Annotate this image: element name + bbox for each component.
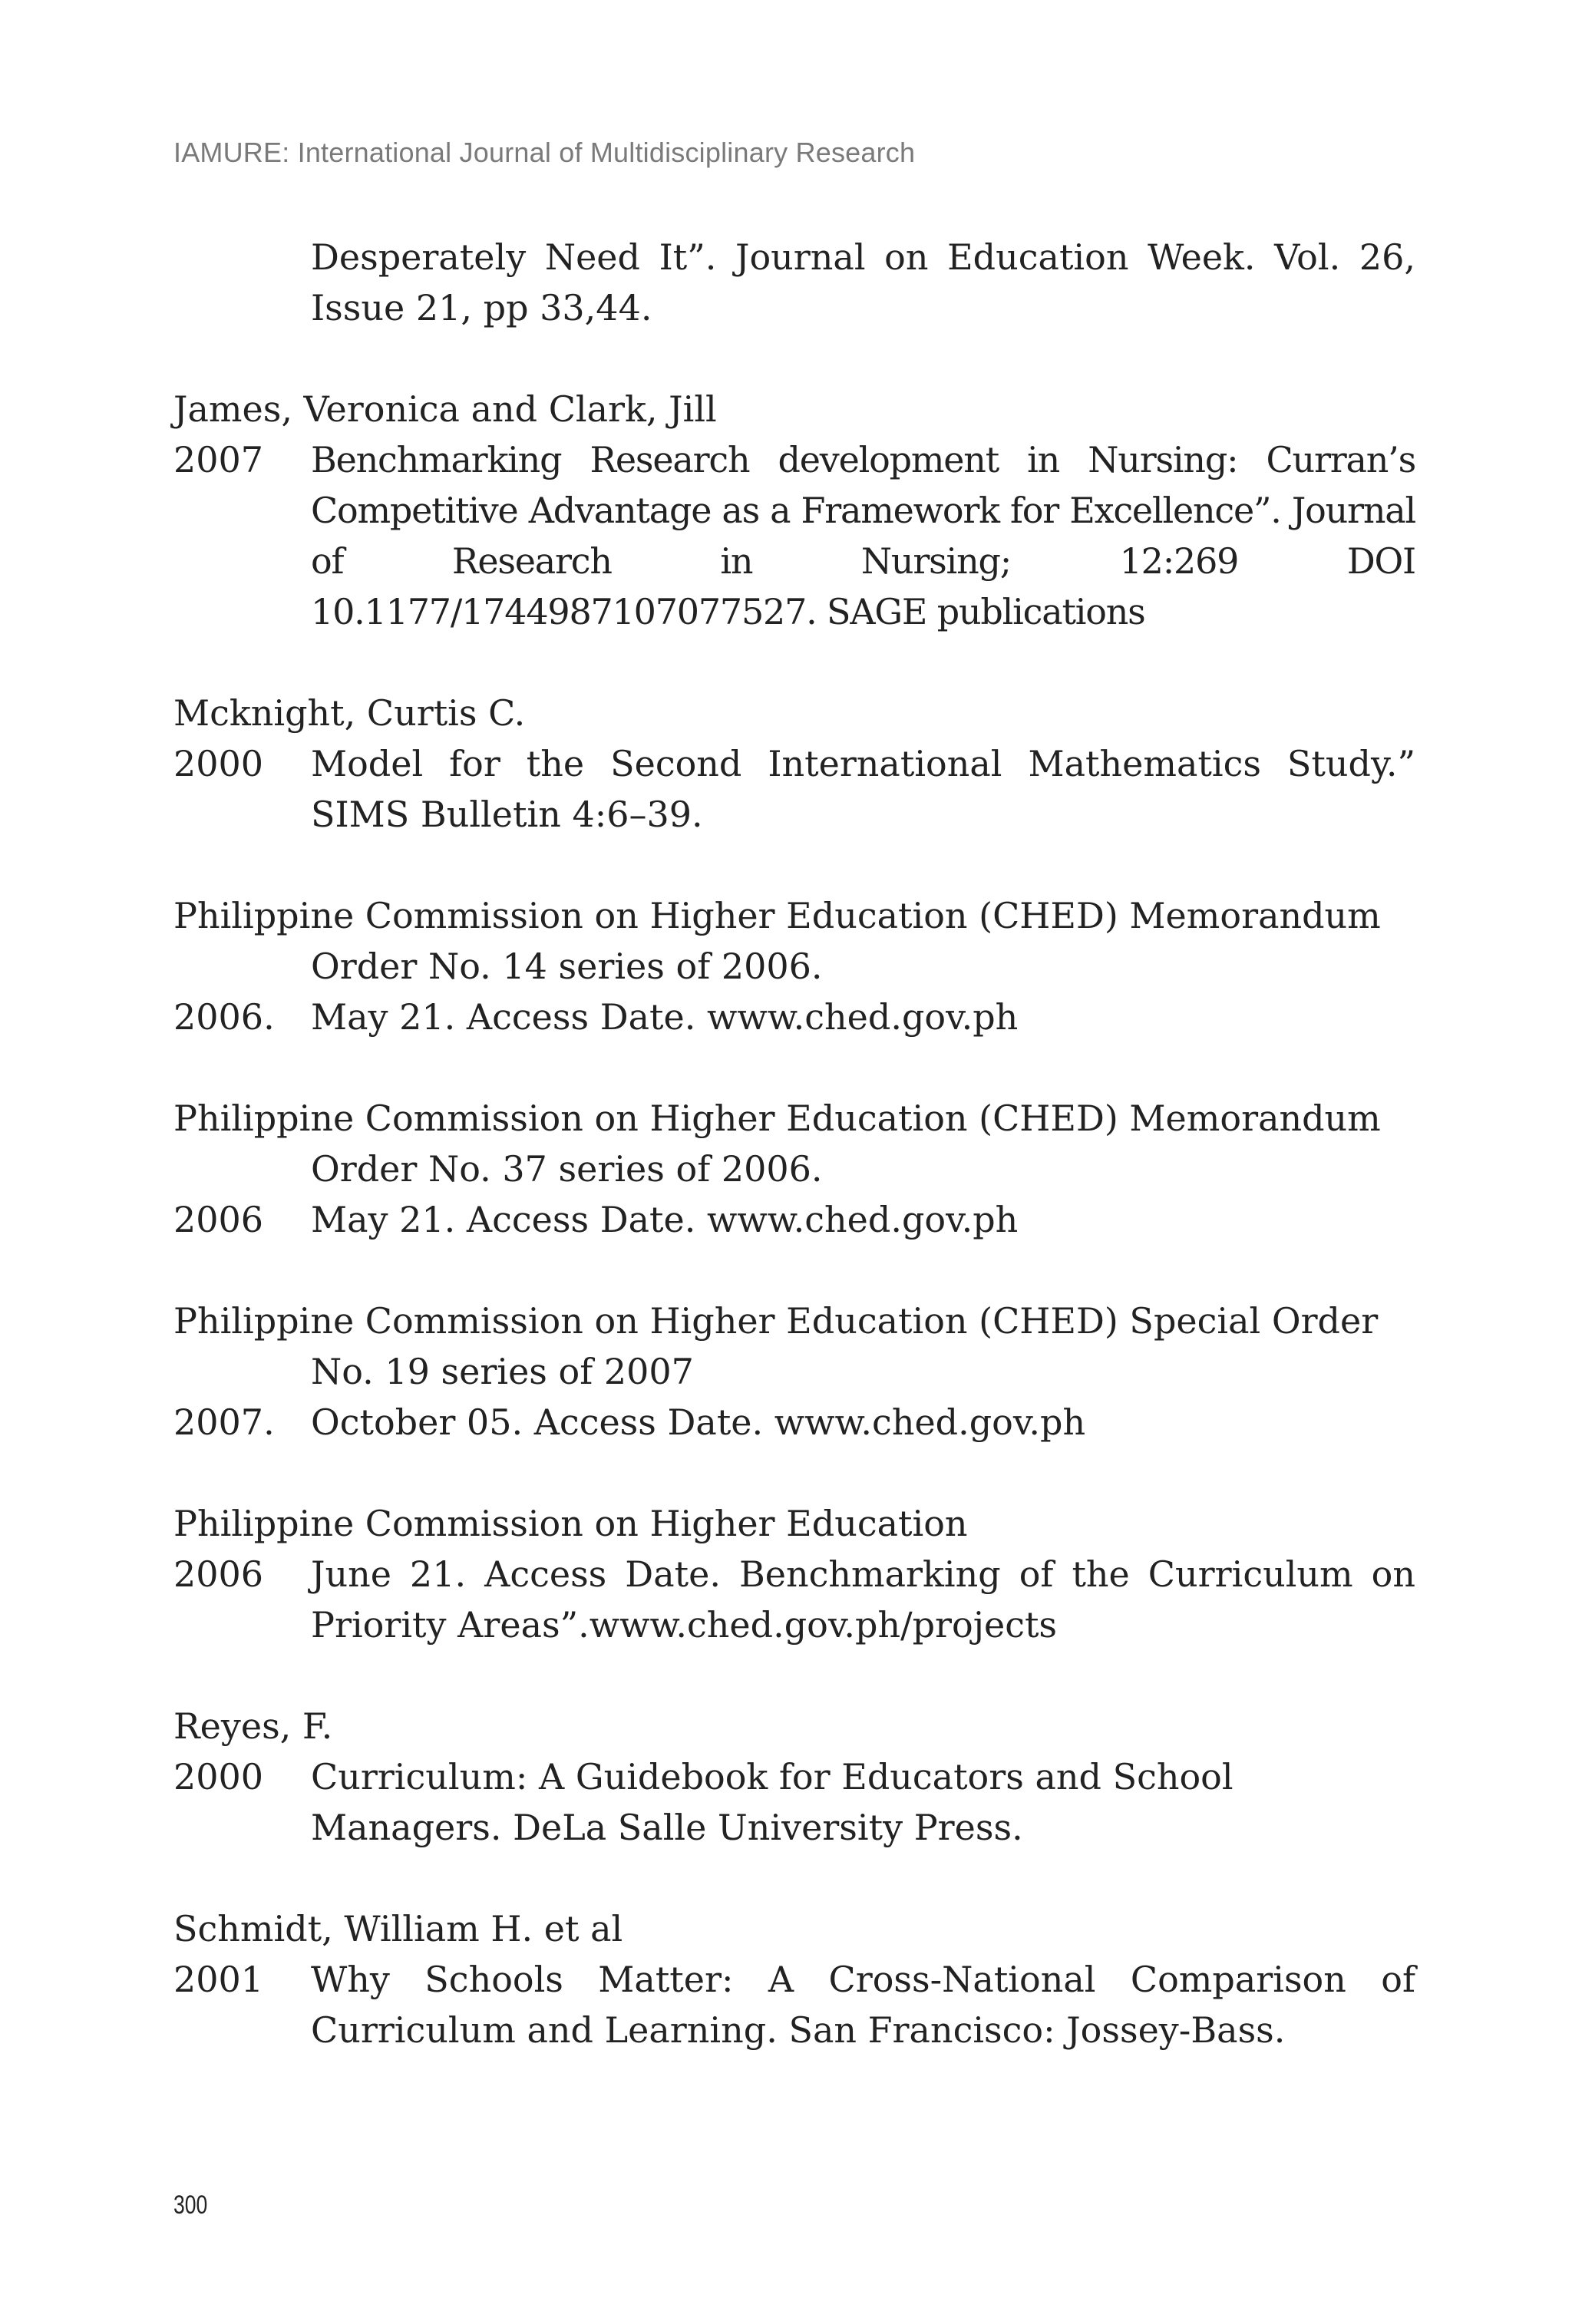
reference-text: Curriculum: A Guidebook for Educators and School Managers. DeLa Salle University Press. (311, 1756, 1233, 1848)
reference-year: 2006. (173, 996, 275, 1038)
reference-entry (173, 1296, 1415, 1448)
reference-row (173, 1954, 1415, 2055)
reference-author: Schmidt, William H. et al (173, 1908, 623, 1949)
reference-year: 2007 (173, 439, 264, 480)
reference-author-line: Philippine Commission on Higher Education (CHED) Special Order (173, 1300, 1379, 1342)
page-number: 300 (173, 2190, 208, 2220)
reference-year: 2001 (173, 1959, 264, 2000)
reference-row (173, 992, 1415, 1042)
reference-author: James, Veronica and Clark, Jill (173, 388, 717, 430)
running-header: IAMURE: International Journal of Multidisciplinary Research (173, 137, 916, 168)
reference-text: October 05. Access Date. www.ched.gov.ph (311, 1401, 1086, 1443)
reference-author: Mcknight, Curtis C. (173, 692, 526, 734)
reference-year: 2006 (173, 1553, 264, 1595)
reference-text: May 21. Access Date. www.ched.gov.ph (311, 1199, 1019, 1240)
reference-text: Why Schools Matter: A Cross-National Comparison of Curriculum and Learning. San Francisco: Jossey-Bass. (311, 1959, 1415, 2051)
reference-entry (173, 1093, 1415, 1245)
reference-year: 2007. (173, 1401, 275, 1443)
reference-text: June 21. Access Date. Benchmarking of the Curriculum on Priority Areas”.www.ched.gov.ph/projects (311, 1553, 1415, 1646)
reference-author-line: Philippine Commission on Higher Education (CHED) Memorandum (173, 895, 1381, 936)
reference-author-continuation: No. 19 series of 2007 (311, 1351, 694, 1392)
reference-author-continuation: Order No. 37 series of 2006. (311, 1148, 823, 1190)
reference-entry-continuation (173, 232, 1415, 333)
reference-row (173, 1549, 1415, 1650)
reference-row (173, 1751, 1415, 1853)
reference-author: Philippine Commission on Higher Education (173, 1503, 968, 1544)
reference-author (173, 1093, 1415, 1194)
reference-year: 2006 (173, 1199, 264, 1240)
reference-text: Model for the Second International Mathematics Study.” SIMS Bulletin 4:6–39. (311, 743, 1415, 835)
reference-author-line: Philippine Commission on Higher Education (CHED) Memorandum (173, 1098, 1381, 1139)
reference-year: 2000 (173, 743, 264, 784)
reference-row (173, 1397, 1415, 1448)
reference-author-continuation: Order No. 14 series of 2006. (311, 946, 823, 987)
reference-entry (173, 890, 1415, 1042)
reference-entry (173, 384, 1415, 637)
reference-author: Reyes, F. (173, 1705, 333, 1747)
reference-text: May 21. Access Date. www.ched.gov.ph (311, 996, 1019, 1038)
reference-author (173, 1296, 1415, 1397)
reference-author (173, 890, 1415, 992)
reference-entry (173, 688, 1415, 840)
reference-row (173, 738, 1415, 840)
reference-text: Benchmarking Research development in Nursing: Curran’s Competitive Advantage as a Framework for Excellence”. Journal of Research in Nursing; 12:269 DOI 10.1177/1744987107077527. SAGE publications (311, 439, 1415, 632)
reference-entry (173, 1498, 1415, 1650)
reference-text: Desperately Need It”. Journal on Education Week. Vol. 26, Issue 21, pp 33,44. (311, 236, 1415, 328)
reference-row (173, 434, 1415, 637)
reference-list (173, 232, 1415, 2106)
reference-row (173, 1194, 1415, 1245)
reference-entry (173, 1903, 1415, 2055)
reference-entry (173, 1701, 1415, 1853)
reference-year: 2000 (173, 1756, 264, 1797)
